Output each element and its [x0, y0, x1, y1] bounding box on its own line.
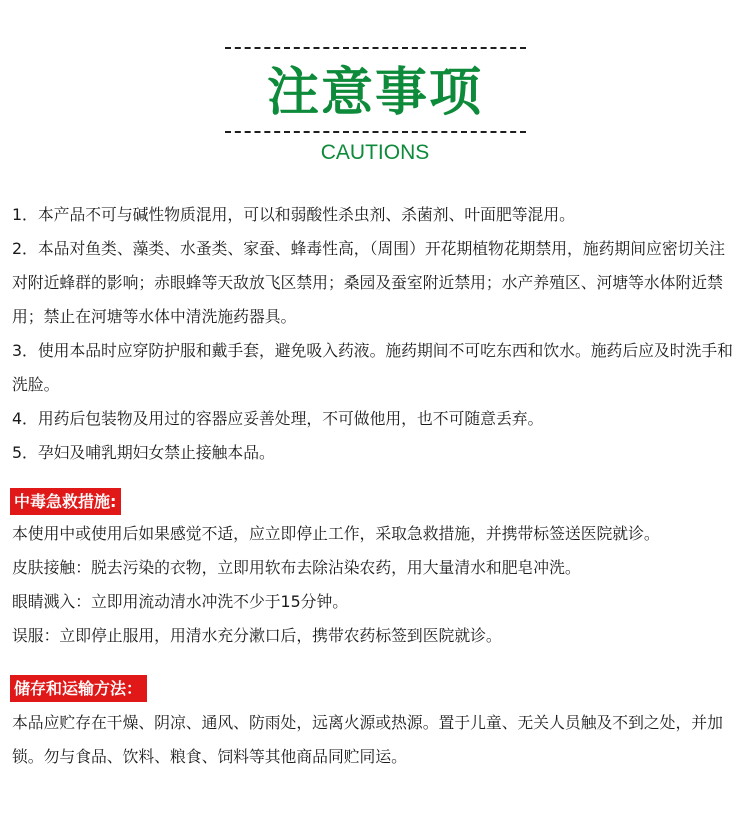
first-aid-item: 皮肤接触：脱去污染的衣物，立即用软布去除沾染农药，用大量清水和肥皂冲洗。: [12, 558, 581, 577]
storage-text-block: [12, 706, 740, 774]
caution-item: 1．本产品不可与碱性物质混用，可以和弱酸性杀虫剂、杀菌剂、叶面肥等混用。: [12, 205, 575, 224]
page-subtitle: CAUTIONS: [320, 141, 430, 164]
first-aid-item: 本使用中或使用后如果感觉不适，应立即停止工作，采取急救措施，并携带标签送医院就诊。: [12, 524, 660, 543]
caution-item: 5．孕妇及哺乳期妇女禁止接触本品。: [12, 443, 275, 462]
storage-text: 本品应贮存在干燥、阴凉、通风、防雨处，远离火源或热源。置于儿童、无关人员触及不到之处，并加锁。勿与食品、饮料、粮食、饲料等其他商品同贮同运。: [12, 713, 723, 766]
first-aid-list: [12, 517, 740, 653]
title-divider-top: [225, 47, 526, 49]
page-title: 注意事项: [266, 63, 483, 123]
caution-item: 2．本品对鱼类、藻类、水蚤类、家蚕、蜂毒性高，（周围）开花期植物花期禁用，施药期间应密切关注对附近蜂群的影响；赤眼蜂等天敌放飞区禁用；桑园及蚕室附近禁用；水产养殖区、河塘等水体附近禁用；禁止在河塘等水体中清洗施药器具。: [12, 239, 726, 326]
cautions-list: [12, 198, 740, 470]
first-aid-item: 眼睛溅入：立即用流动清水冲洗不少于15分钟。: [12, 592, 349, 611]
caution-item: 4．用药后包装物及用过的容器应妥善处理，不可做他用，也不可随意丢弃。: [12, 409, 544, 428]
first-aid-heading: 中毒急救措施:: [10, 488, 121, 515]
title-divider-bottom: [225, 131, 526, 133]
first-aid-item: 误服：立即停止服用，用清水充分漱口后，携带农药标签到医院就诊。: [12, 626, 502, 645]
caution-item: 3．使用本品时应穿防护服和戴手套，避免吸入药液。施药期间不可吃东西和饮水。施药后应及时洗手和洗脸。: [12, 341, 733, 394]
storage-heading: 储存和运输方法：: [10, 675, 147, 702]
